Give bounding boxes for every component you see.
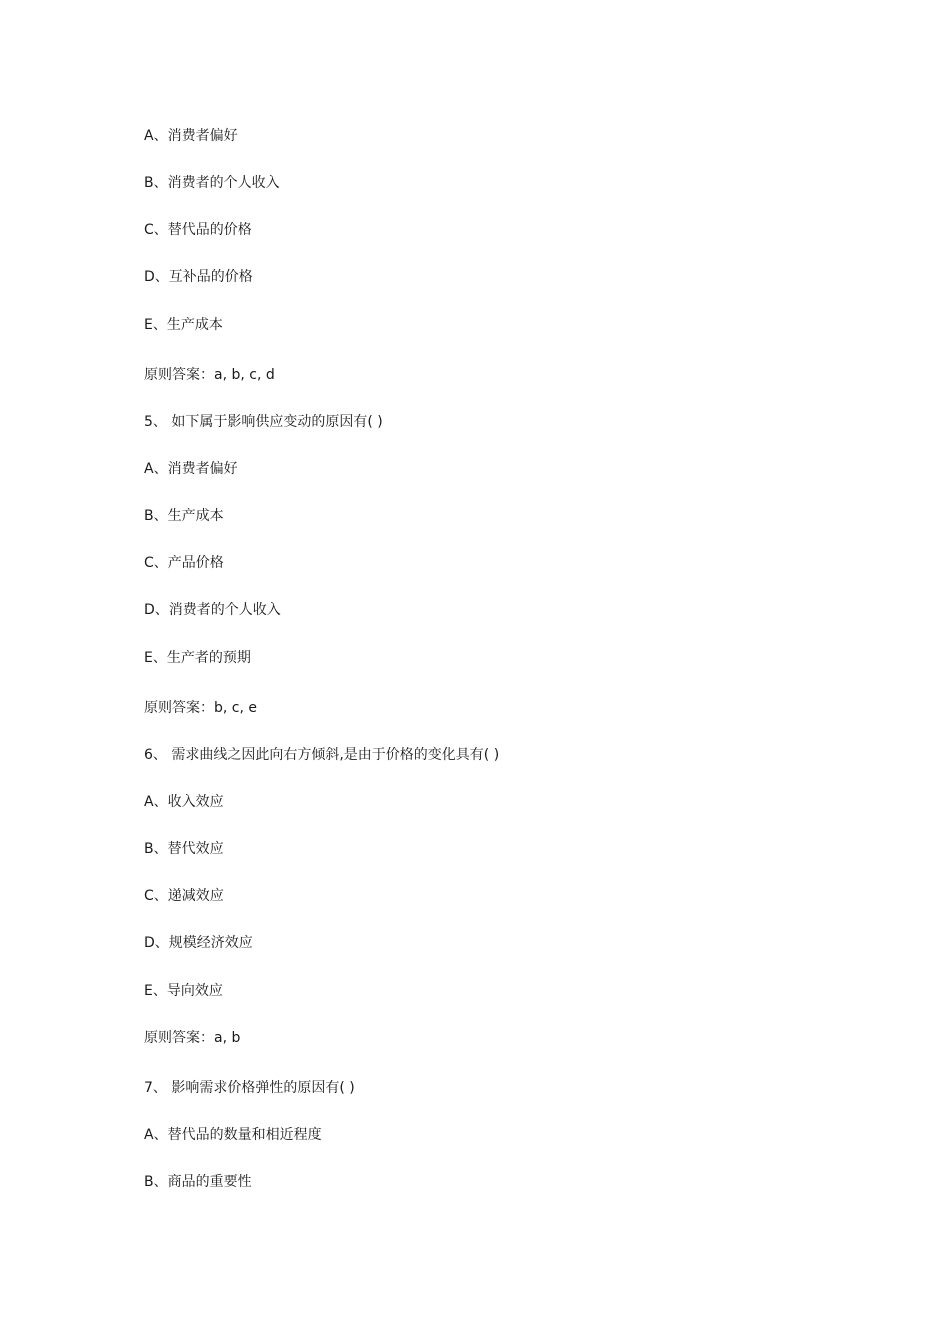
option-c-q4: C、替代品的价格 [144, 222, 252, 238]
option-d-q5: D、消费者的个人收入 [144, 602, 281, 618]
option-e-q4: E、生产成本 [144, 317, 223, 333]
question-7: 7、 影响需求价格弹性的原因有( ) [144, 1080, 355, 1096]
option-b-q5: B、生产成本 [144, 508, 224, 524]
option-d-q4: D、互补品的价格 [144, 269, 253, 285]
option-b-q6: B、替代效应 [144, 841, 224, 857]
option-e-q5: E、生产者的预期 [144, 650, 251, 666]
option-c-q6: C、递减效应 [144, 888, 224, 904]
question-5: 5、 如下属于影响供应变动的原因有( ) [144, 414, 383, 430]
answer-q6: 原则答案：a, b [144, 1030, 241, 1046]
option-a-q6: A、收入效应 [144, 794, 224, 810]
option-c-q5: C、产品价格 [144, 555, 224, 571]
option-a-q5: A、消费者偏好 [144, 461, 238, 477]
option-e-q6: E、导向效应 [144, 983, 223, 999]
option-b-q7: B、商品的重要性 [144, 1174, 252, 1190]
option-b-q4: B、消费者的个人收入 [144, 175, 280, 191]
question-6: 6、 需求曲线之因此向右方倾斜,是由于价格的变化具有( ) [144, 747, 500, 763]
answer-q5: 原则答案：b, c, e [144, 700, 257, 716]
option-a-q4: A、消费者偏好 [144, 128, 238, 144]
option-a-q7: A、替代品的数量和相近程度 [144, 1127, 322, 1143]
option-d-q6: D、规模经济效应 [144, 935, 253, 951]
answer-q4: 原则答案：a, b, c, d [144, 367, 275, 383]
